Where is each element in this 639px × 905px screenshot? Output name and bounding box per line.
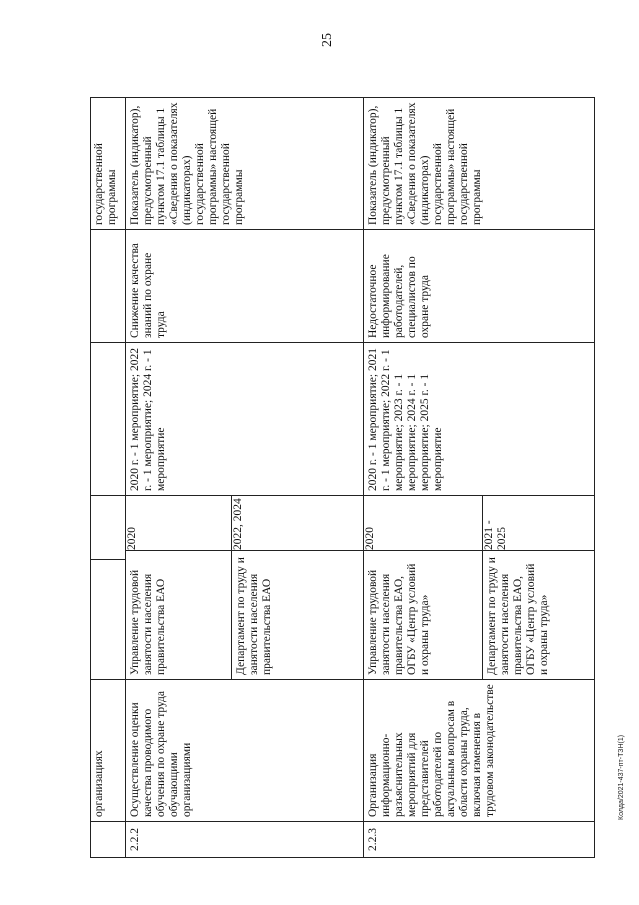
header-cell-num bbox=[91, 822, 126, 858]
table-header-row bbox=[91, 98, 126, 858]
header-cell-results bbox=[91, 343, 126, 496]
rotated-table-wrapper bbox=[90, 98, 595, 858]
table-row bbox=[364, 98, 595, 858]
row-title: Осуществление оценки качества проводимого обучения по охране труда обучающими организациями bbox=[126, 680, 364, 822]
row-consequence: Недостаточное информирование работодателей, специалистов по охране труда bbox=[364, 230, 595, 343]
row-number: 2.2.3 bbox=[364, 822, 595, 858]
row-indicator: Показатель (индикатор), предусмотренный пунктом 17.1 таблицы 1 «Сведения о показателях (индикаторах) государственной программы» настоящей государственной программы bbox=[126, 98, 364, 230]
executor-b: Департамент по труду и занятости населения правительства ЕАО bbox=[231, 551, 363, 680]
period-b: 2022, 2024 bbox=[231, 498, 244, 550]
row-indicator: Показатель (индикатор), предусмотренный пунктом 17.1 таблицы 1 «Сведения о показателях (индикаторах) государственной программы» настоящей государственной программы bbox=[364, 98, 595, 230]
executor-period-nested bbox=[126, 496, 363, 679]
program-measures-table bbox=[90, 97, 595, 858]
period-a: 2020 bbox=[364, 496, 482, 551]
table-row bbox=[126, 98, 364, 858]
period-b: 2021 - 2025 bbox=[482, 520, 508, 550]
executor-period-nested bbox=[364, 496, 594, 679]
executor-period-cell bbox=[364, 496, 595, 680]
header-cell-consequence bbox=[91, 230, 126, 343]
executor-b: Департамент по труду и занятости населения правительства ЕАО, ОГБУ «Центр условий и охраны труда» bbox=[482, 551, 594, 680]
header-cell-executor bbox=[91, 560, 126, 680]
row-consequence: Снижение качества знаний по охране труда bbox=[126, 230, 364, 343]
header-cell-title: организациях bbox=[91, 680, 126, 822]
executor-a: Управление трудовой занятости населения правительства ЕАО bbox=[126, 551, 231, 680]
period-a: 2020 bbox=[126, 496, 231, 551]
row-number: 2.2.2 bbox=[126, 822, 364, 858]
row-results: 2020 г. - 1 мероприятие; 2021 г. - 1 мероприятие; 2022 г. - 1 мероприятие; 2023 г. - 1 мероприятие; 2024 г. - 1 мероприятие; 2025 г. - 1 мероприятие bbox=[364, 343, 595, 496]
document-code-text: Колда/2021-437-пт-ТЗН(1) bbox=[618, 734, 625, 820]
page-number: 25 bbox=[320, 33, 335, 47]
executor-a: Управление трудовой занятости населения правительства ЕАО, ОГБУ «Центр условий и охраны труда» bbox=[364, 551, 482, 680]
row-title: Организация информационно-разъяснительных мероприятий для представителей работодателей по актуальным вопросам в области охраны труда, включая изменения в трудовом законодательстве bbox=[364, 680, 595, 822]
row-results: 2020 г. - 1 мероприятие; 2022 г. - 1 мероприятие; 2024 г. - 1 мероприятие bbox=[126, 343, 364, 496]
header-cell-indicator: государственной программы bbox=[91, 98, 126, 230]
executor-period-cell bbox=[126, 496, 364, 680]
header-cell-year bbox=[91, 496, 126, 560]
